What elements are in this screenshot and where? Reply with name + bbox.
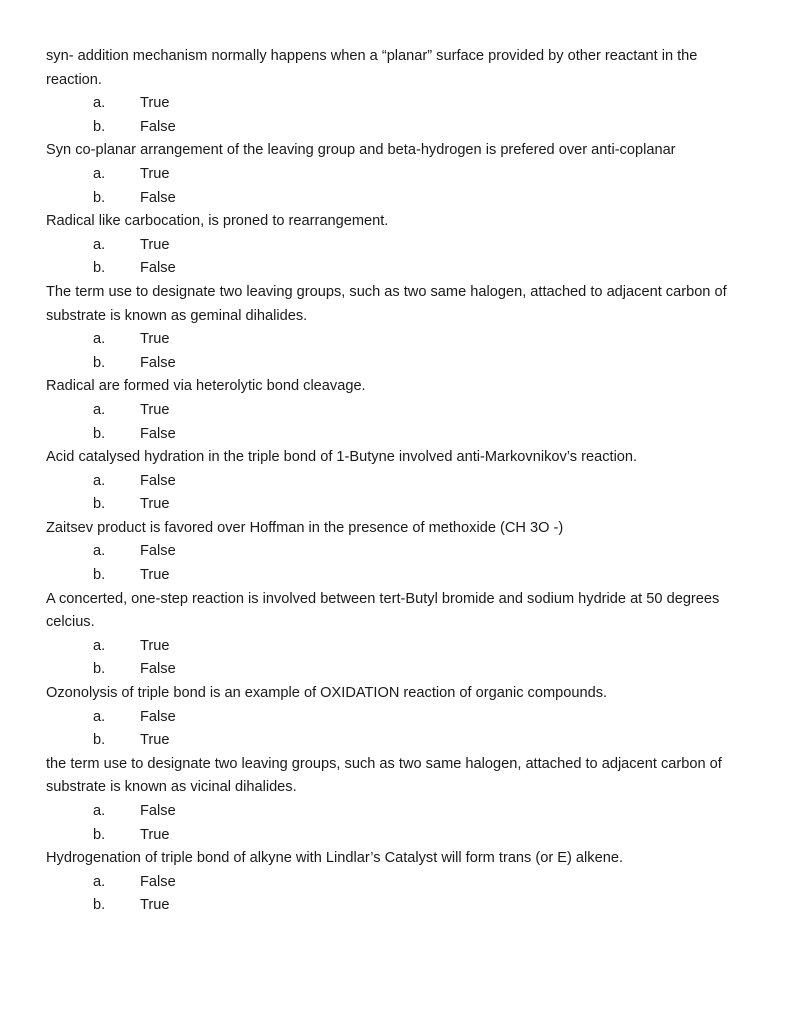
option-text: True: [140, 567, 170, 584]
question-item: [46, 682, 751, 753]
option-text: True: [140, 236, 170, 253]
answer-option[interactable]: [46, 706, 751, 730]
option-text: False: [140, 661, 176, 678]
option-letter: b.: [93, 567, 106, 584]
option-letter: b.: [93, 425, 106, 442]
option-text: True: [140, 401, 170, 418]
option-letter: a.: [93, 708, 106, 725]
option-letter: b.: [93, 260, 106, 277]
answer-option[interactable]: [46, 257, 751, 281]
question-text: Syn co-planar arrangement of the leaving group and beta-hydrogen is prefered over anti-coplanar: [46, 142, 676, 159]
option-letter: a.: [93, 236, 106, 253]
option-text: True: [140, 637, 170, 654]
answer-option[interactable]: [46, 116, 751, 140]
option-text: False: [140, 472, 176, 489]
question-item: [46, 375, 751, 446]
option-text: True: [140, 496, 170, 513]
answer-option[interactable]: [46, 824, 751, 848]
question-item: [46, 281, 751, 375]
option-text: False: [140, 708, 176, 725]
question-text: A concerted, one-step reaction is involved between tert-Butyl bromide and sodium hydride at 50 degrees celcius.: [46, 590, 720, 631]
option-letter: a.: [93, 472, 106, 489]
question-item: [46, 45, 751, 139]
option-letter: b.: [93, 496, 106, 513]
option-letter: a.: [93, 95, 106, 112]
question-text: Radical like carbocation, is proned to rearrangement.: [46, 213, 389, 230]
answer-option[interactable]: [46, 658, 751, 682]
option-text: False: [140, 803, 176, 819]
answer-option[interactable]: [46, 800, 751, 824]
quiz-document: [46, 45, 751, 918]
answer-option[interactable]: [46, 564, 751, 588]
answer-option[interactable]: [46, 894, 751, 918]
option-letter: a.: [93, 803, 106, 819]
option-letter: b.: [93, 354, 106, 371]
answer-options: [46, 234, 751, 281]
option-text: False: [140, 260, 176, 277]
question-text: Zaitsev product is favored over Hoffman in the presence of methoxide (CH 3O -): [46, 519, 564, 536]
option-text: True: [140, 826, 170, 843]
question-text: Hydrogenation of triple bond of alkyne with Lindlar’s Catalyst will form trans (or E) alkene.: [46, 850, 623, 867]
question-item: [46, 753, 751, 847]
question-text: Radical are formed via heterolytic bond cleavage.: [46, 378, 366, 395]
answer-options: [46, 635, 751, 682]
question-item: [46, 847, 751, 918]
option-letter: a.: [93, 637, 106, 654]
answer-option[interactable]: [46, 423, 751, 447]
answer-option[interactable]: [46, 470, 751, 494]
question-text: Acid catalysed hydration in the triple bond of 1-Butyne involved anti-Markovnikov’s reaction.: [46, 449, 638, 466]
option-letter: a.: [93, 331, 106, 348]
option-text: True: [140, 897, 170, 914]
question-item: [46, 210, 751, 281]
option-letter: b.: [93, 189, 106, 206]
answer-option[interactable]: [46, 328, 751, 352]
option-letter: a.: [93, 401, 106, 418]
option-letter: a.: [93, 543, 106, 560]
option-letter: a.: [93, 165, 106, 182]
answer-options: [46, 540, 751, 587]
option-text: False: [140, 425, 176, 442]
option-letter: a.: [93, 873, 106, 890]
answer-option[interactable]: [46, 352, 751, 376]
option-text: False: [140, 354, 176, 371]
answer-option[interactable]: [46, 163, 751, 187]
question-text: syn- addition mechanism normally happens when a “planar” surface provided by other reactant in the reaction.: [46, 48, 698, 88]
option-letter: b.: [93, 118, 106, 135]
question-item: [46, 139, 751, 210]
option-letter: b.: [93, 897, 106, 914]
question-text: The term use to designate two leaving groups, such as two same halogen, attached to adjacent carbon of substrate is known as geminal dihalides.: [46, 283, 727, 324]
answer-option[interactable]: [46, 871, 751, 895]
question-text: the term use to designate two leaving groups, such as two same halogen, attached to adjacent carbon of substrate is known as vicinal dihalides.: [46, 755, 722, 796]
answer-option[interactable]: [46, 540, 751, 564]
answer-option[interactable]: [46, 729, 751, 753]
answer-options: [46, 92, 751, 139]
answer-options: [46, 800, 751, 847]
answer-options: [46, 163, 751, 210]
option-text: False: [140, 873, 176, 890]
answer-option[interactable]: [46, 234, 751, 258]
option-letter: b.: [93, 661, 106, 678]
answer-options: [46, 328, 751, 375]
option-text: True: [140, 165, 170, 182]
option-letter: b.: [93, 732, 106, 749]
option-text: False: [140, 543, 176, 560]
option-text: True: [140, 331, 170, 348]
answer-option[interactable]: [46, 187, 751, 211]
question-item: [46, 588, 751, 682]
question-text: Ozonolysis of triple bond is an example of OXIDATION reaction of organic compounds.: [46, 685, 608, 702]
answer-options: [46, 399, 751, 446]
answer-options: [46, 470, 751, 517]
option-text: True: [140, 732, 170, 749]
answer-option[interactable]: [46, 92, 751, 116]
option-letter: b.: [93, 826, 106, 843]
answer-options: [46, 706, 751, 753]
question-item: [46, 446, 751, 517]
answer-option[interactable]: [46, 399, 751, 423]
option-text: False: [140, 189, 176, 206]
question-item: [46, 517, 751, 588]
answer-option[interactable]: [46, 635, 751, 659]
answer-option[interactable]: [46, 493, 751, 517]
option-text: True: [140, 95, 170, 112]
answer-options: [46, 871, 751, 918]
option-text: False: [140, 118, 176, 135]
